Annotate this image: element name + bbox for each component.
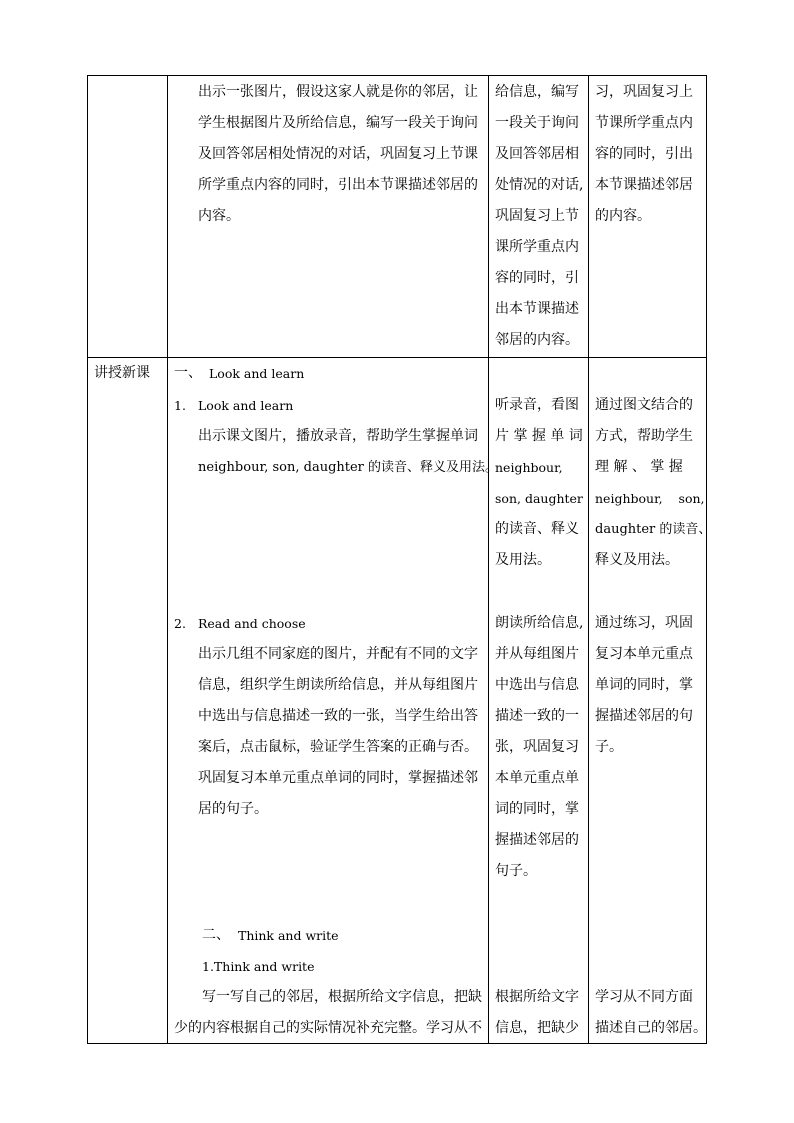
item1-title: Look and learn [198,398,294,413]
table-col-divider-2 [488,75,489,1044]
table-border-top [87,75,707,76]
section1-heading-num: 一、 [174,365,202,381]
section2-intent: 描述自己的邻居。 [595,1020,707,1036]
item1-line: 出示课文图片，播放录音，帮助学生掌握单词 [198,428,478,444]
section2-intent: 学习从不同方面 [595,989,693,1005]
section2-line: 少的内容根据自己的实际情况补充完整。学习从不 [174,1020,482,1036]
section2-student: 根据所给文字 [495,989,579,1005]
table-border-right [706,75,707,1044]
section2-line: 写一写自己的邻居，根据所给文字信息，把缺 [202,989,482,1005]
section2-heading-num: 二、 [202,927,230,943]
item2-num: 2. [174,616,186,631]
item1-line: neighbour, son, daughter 的读音、释义及用法。 [198,460,499,475]
table-col-divider-1 [167,75,168,1044]
table-col-divider-3 [588,75,589,1044]
table-border-left [87,75,88,1044]
item2-title: Read and choose [198,616,306,631]
stage-label: 讲授新课 [94,365,150,381]
section1-heading-text: Look and learn [209,366,305,381]
section2-heading-text: Think and write [238,928,339,943]
section2-student: 信息，把缺少 [495,1020,579,1036]
lesson-table: 出示一张图片，假设这家人就是你的邻居，让 学生根据图片及所给信息，编写一段关于询问 及回答邻居相处情况的对话，巩固复习上节课 所学重点内容的同时，引出本节课描述邻居的 内容。 给信息，编写 一段关于询问 及回答邻居相 处情况的对话, 巩固复习上节 课所学重点内 容的同时，引 出本节课描述 邻居的内容。 习，巩固复习上 节课所学重点内 容的同时，引出 本节课描述邻居 的内容。 讲授新课 一、 Look and learn 1. Look and learn 出示课文图片，播放录音，帮助学生掌握单词 neighbour, son, daughter 的读音、释义及用法。 听录音，看图 片 掌 握 单 词 neighbour, son, daughter 的读音、释义 及用法。 通过图文结合的 方式，帮助学生 理 解 、 掌 握 neighbour, son, daughter 的读音、 释义及用法。 2. Read and choose 出示几组不同家庭的图片，并配有不同的文字 信息，组织学生朗读所给信息，并从每组图片 中选出与信息描述一致的一张，当学生给出答 案后，点击鼠标，验证学生答案的正确与否。 巩固复习本单元重点单词的同时，掌握描述邻 居的句子。 朗读所给信息, 并从每组图片 中选出与信息 描述一致的一 张，巩固复习 本单元重点单 词的同时，掌 握描述邻居的 句子。 通过练习，巩固 复习本单元重点 单词的同时，掌 握描述邻居的句 子。 二、 Think and write 1.Think and write 写一写自己的邻居，根据所给文字信息，把缺 少的内容根据自己的实际情况补充完整。学习从不 根据所给文字 信息，把缺少 学习从不同方面 描述自己的邻居。 [0,0,794,1123]
section2-item-title: 1.Think and write [202,959,315,974]
item1-num: 1. [174,398,186,413]
